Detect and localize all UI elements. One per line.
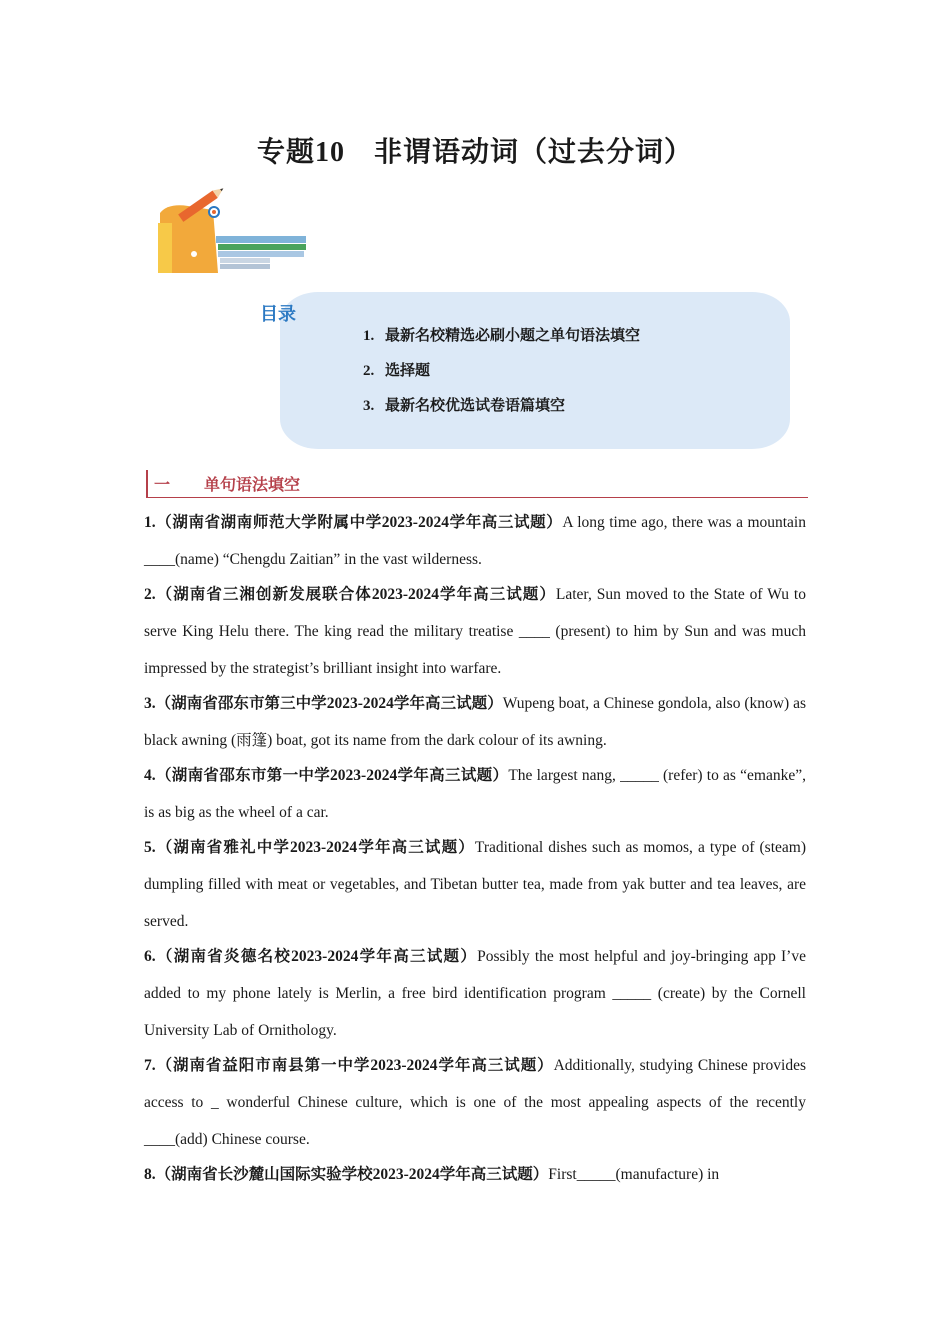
- pencil-books-illustration: [158, 178, 308, 273]
- book-4: [220, 258, 270, 263]
- question-list: [144, 504, 806, 1191]
- question-item: 8.（湖南省长沙麓山国际实验学校2023-2024学年高三试题）First_____(manufacture) in: [144, 1166, 720, 1183]
- toc-label: 目录: [260, 304, 296, 324]
- section-number: 一: [154, 477, 171, 494]
- question-item: 6.（湖南省炎德名校2023-2024学年高三试题）Possibly the most helpful and joy-bringing app I’ve added to my phone lately is Merlin, a free bird identification program _____ (create) by the Cornell University Lab of Ornithology.: [144, 948, 806, 1039]
- question-item: 5.（湖南省雅礼中学2023-2024学年高三试题）Traditional dishes such as momos, a type of (steam) dumpling filled with meat or vegetables, and Tibetan butter tea, made from yak butter and tea leaves, are served.: [144, 839, 806, 930]
- toc-list: [363, 325, 640, 430]
- book-2: [218, 244, 306, 250]
- section-title: 单句语法填空: [204, 477, 301, 494]
- book-1: [216, 236, 306, 243]
- question-item: 2.（湖南省三湘创新发展联合体2023-2024学年高三试题）Later, Sun moved to the State of Wu to serve King Helu there. The king read the military treatise ____ (present) to him by Sun and was much impressed by the strategist’s brilliant insight into warfare.: [144, 586, 806, 677]
- yellow-patch: [158, 223, 172, 273]
- book-3: [218, 251, 304, 257]
- book-5: [220, 264, 270, 269]
- question-item: 4.（湖南省邵东市第一中学2023-2024学年高三试题）The largest nang, _____ (refer) to as “emanke”, is as big as the wheel of a car.: [144, 767, 806, 821]
- question-item: 3.（湖南省邵东市第三中学2023-2024学年高三试题）Wupeng boat, a Chinese gondola, also (know) as black awning (雨篷) boat, got its name from the dark colour of its awning.: [144, 695, 806, 749]
- section-heading: [146, 470, 808, 498]
- question-item: 7.（湖南省益阳市南县第一中学2023-2024学年高三试题）Additionally, studying Chinese provides access to _ wonderful Chinese culture, which is one of the most appealing aspects of the recently ____(add) Chinese course.: [144, 1057, 806, 1148]
- page-title: 专题10 非谓语动词（过去分词）: [256, 137, 693, 168]
- toc-item-2[interactable]: 2. 选择题: [363, 363, 431, 379]
- question-item: 1.（湖南省湖南师范大学附属中学2023-2024学年高三试题）A long time ago, there was a mountain ____(name) “Chengdu Zaitian” in the vast wilderness.: [144, 514, 806, 568]
- toc-item-3[interactable]: 3. 最新名校优选试卷语篇填空: [363, 398, 566, 414]
- toc-item-1[interactable]: 1. 最新名校精选必刷小题之单句语法填空: [363, 328, 641, 344]
